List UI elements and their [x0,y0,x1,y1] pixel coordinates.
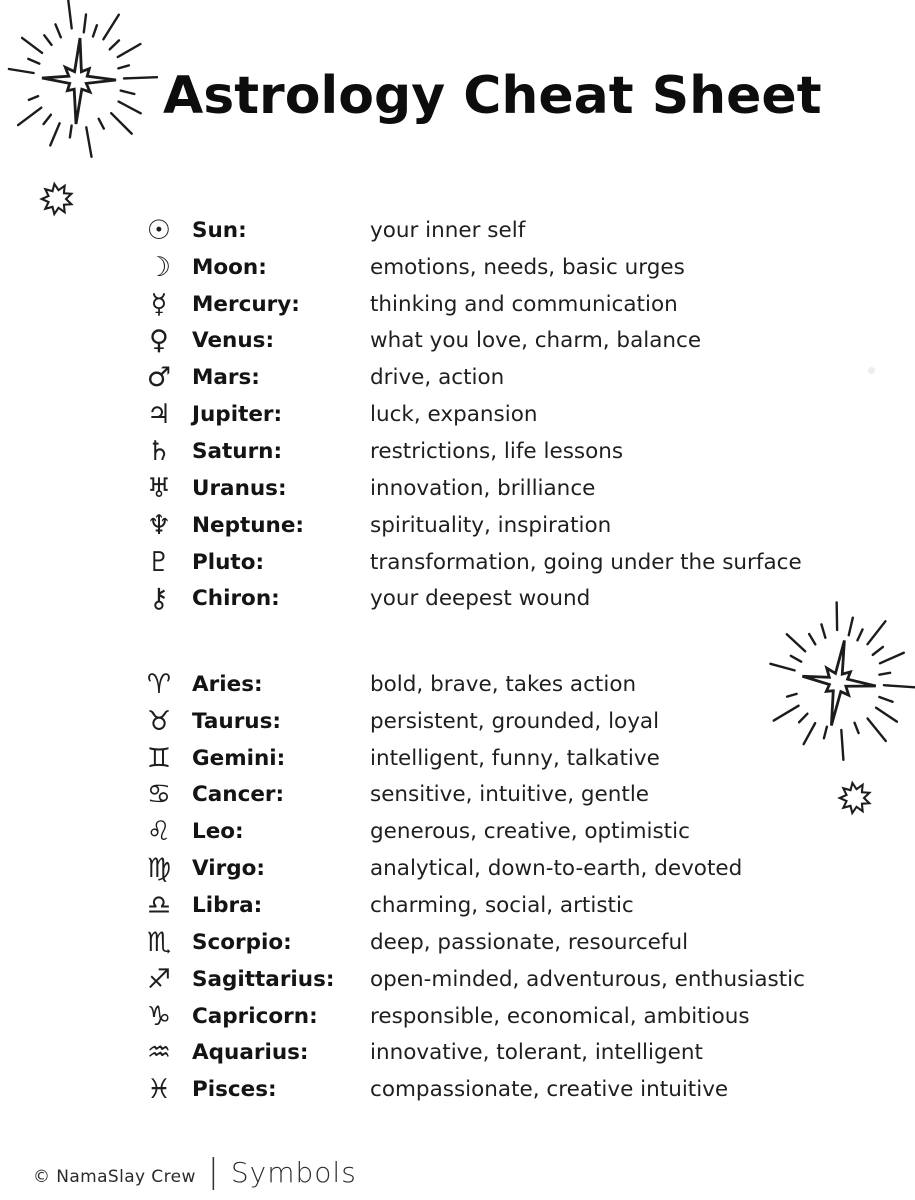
list-item [134,703,805,740]
leo-symbol-icon: ♌ [146,816,172,848]
term-label: Leo: [192,819,244,845]
list-item [134,924,805,961]
meaning-text: thinking and communication [370,291,678,317]
meaning-text: compassionate, creative intuitive [370,1077,729,1103]
term-label: Venus: [192,328,275,354]
term-label: Jupiter: [192,402,283,428]
term-label: Cancer: [192,782,285,808]
list-item [134,249,802,286]
scorpio-symbol-icon: ♏ [146,926,172,958]
meaning-text: open-minded, adventurous, enthusiastic [370,966,805,992]
footer-section-label: Symbols [230,1156,357,1189]
meaning-text: innovation, brilliance [370,475,596,501]
meaning-text: spirituality, inspiration [370,512,612,538]
term-label: Virgo: [192,856,265,882]
meaning-text: restrictions, life lessons [370,438,624,464]
meaning-text: transformation, going under the surface [370,549,802,575]
list-item [134,1034,805,1071]
starburst-decoration-icon [750,594,915,770]
list-item [134,998,805,1035]
term-label: Sun: [192,217,247,243]
chiron-symbol-icon: ⚷ [149,583,169,615]
term-label: Pisces: [192,1077,277,1103]
list-item [134,396,802,433]
list-item [134,961,805,998]
meaning-text: innovative, tolerant, intelligent [370,1040,703,1066]
burst-star-icon [39,181,75,217]
term-label: Capricorn: [192,1003,318,1029]
list-item [134,850,805,887]
saturn-symbol-icon: ♄ [146,435,172,467]
meaning-text: what you love, charm, balance [370,328,702,354]
aries-symbol-icon: ♈ [146,668,172,700]
aquarius-symbol-icon: ♒ [146,1037,172,1069]
meaning-text: emotions, needs, basic urges [370,254,685,280]
term-label: Pluto: [192,549,265,575]
meaning-text: your deepest wound [370,586,591,612]
list-item [134,580,802,617]
cancer-symbol-icon: ♋ [146,779,172,811]
term-label: Aquarius: [192,1040,309,1066]
sun-symbol-icon: ☉ [146,214,172,246]
venus-symbol-icon: ♀ [149,325,169,357]
list-item [134,359,802,396]
term-label: Gemini: [192,745,286,771]
paper-speck [868,367,875,374]
copyright-credit: © NamaSlay Crew [33,1167,196,1187]
meaning-text: intelligent, funny, talkative [370,745,660,771]
list-item [134,323,802,360]
list-item [134,212,802,249]
uranus-symbol-icon: ♅ [146,472,172,504]
term-label: Mercury: [192,291,300,317]
list-item [134,887,805,924]
gemini-symbol-icon: ♊ [146,742,172,774]
pisces-symbol-icon: ♓ [146,1074,172,1106]
capricorn-symbol-icon: ♑ [146,1000,172,1032]
term-label: Sagittarius: [192,966,335,992]
moon-symbol-icon: ☽ [146,251,172,283]
list-item [134,740,805,777]
term-label: Moon: [192,254,267,280]
term-label: Taurus: [192,708,282,734]
burst-star-icon [837,780,873,816]
meaning-text: persistent, grounded, loyal [370,708,660,734]
meaning-text: charming, social, artistic [370,892,634,918]
term-label: Mars: [192,365,260,391]
meaning-text: generous, creative, optimistic [370,819,690,845]
zodiac-signs-list [134,666,805,1108]
mercury-symbol-icon: ☿ [150,288,168,320]
term-label: Saturn: [192,438,283,464]
list-item [134,470,802,507]
list-item [134,286,802,323]
starburst-decoration-icon [0,0,158,160]
footer-divider: | [207,1151,219,1190]
meaning-text: analytical, down-to-earth, devoted [370,856,743,882]
term-label: Scorpio: [192,929,292,955]
term-label: Aries: [192,671,263,697]
list-item [134,544,802,581]
meaning-text: your inner self [370,217,526,243]
pluto-symbol-icon: ♇ [146,546,172,578]
meaning-text: luck, expansion [370,402,538,428]
meaning-text: bold, brave, takes action [370,671,637,697]
jupiter-symbol-icon: ♃ [146,399,172,431]
meaning-text: deep, passionate, resourceful [370,929,689,955]
list-item [134,1071,805,1108]
list-item [134,813,805,850]
list-item [134,666,805,703]
virgo-symbol-icon: ♍ [146,853,172,885]
term-label: Uranus: [192,475,287,501]
mars-symbol-icon: ♂ [146,362,172,394]
term-label: Neptune: [192,512,305,538]
meaning-text: responsible, economical, ambitious [370,1003,750,1029]
list-item [134,507,802,544]
libra-symbol-icon: ♎ [146,889,172,921]
meaning-text: drive, action [370,365,505,391]
taurus-symbol-icon: ♉ [146,705,172,737]
list-item [134,777,805,814]
term-label: Chiron: [192,586,280,612]
meaning-text: sensitive, intuitive, gentle [370,782,650,808]
footer [33,1151,357,1190]
page-title: Astrology Cheat Sheet [163,66,822,126]
neptune-symbol-icon: ♆ [146,509,172,541]
planets-list [134,212,802,617]
sagittarius-symbol-icon: ♐ [146,963,172,995]
list-item [134,433,802,470]
term-label: Libra: [192,892,263,918]
